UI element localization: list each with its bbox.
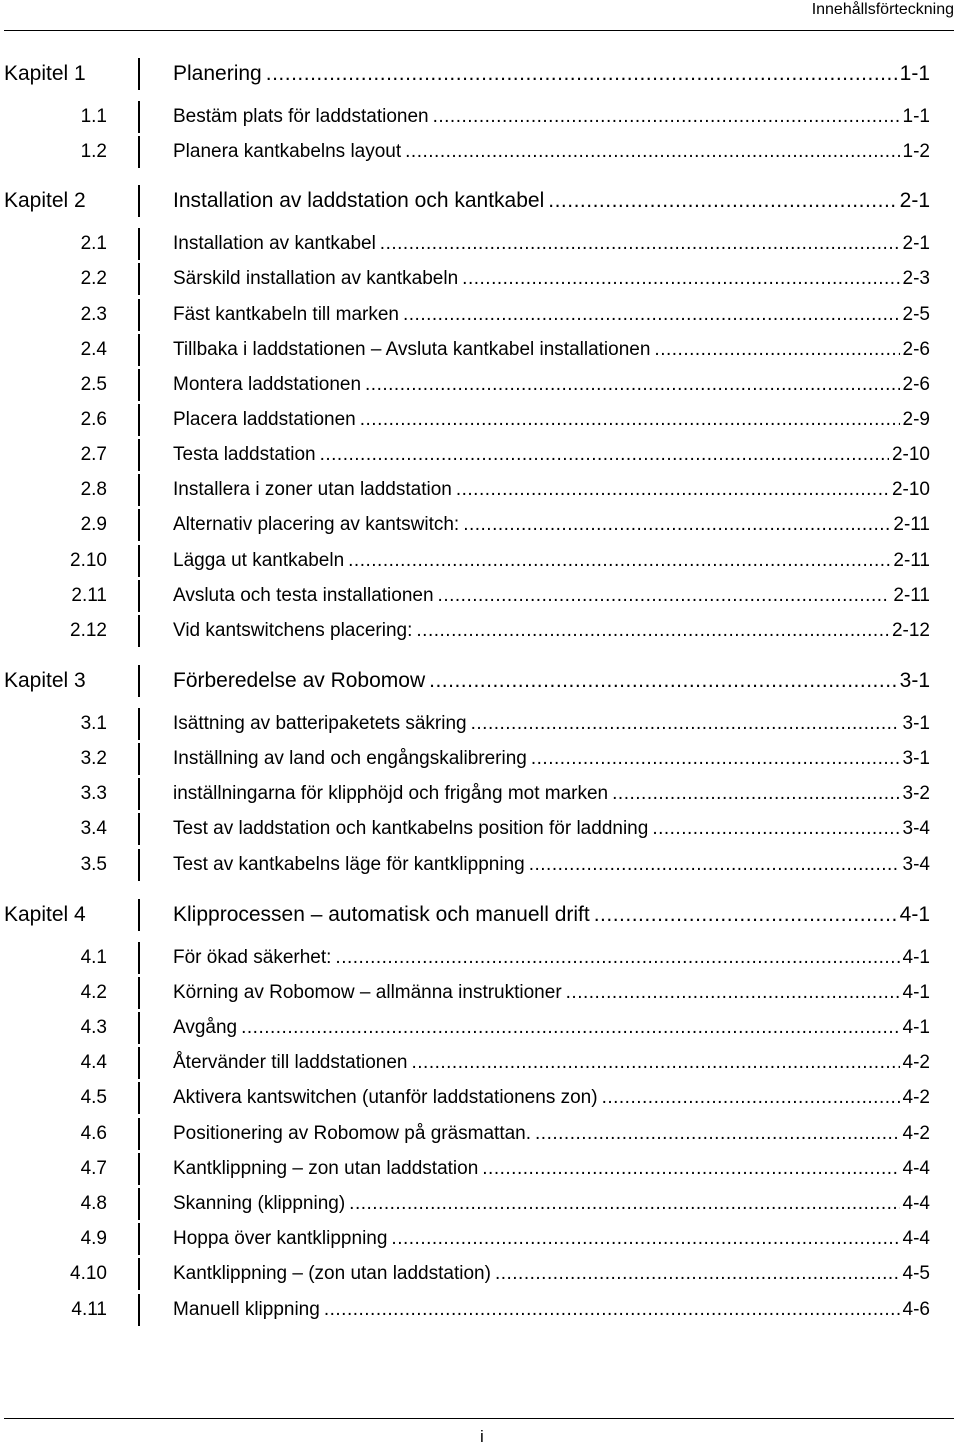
section-number: 2.1 bbox=[80, 233, 107, 254]
toc-entry[interactable] bbox=[173, 228, 930, 260]
toc-separator-bar bbox=[138, 545, 140, 577]
section-number: 2.12 bbox=[70, 620, 107, 641]
toc-page-reference: 3-2 bbox=[902, 783, 930, 804]
toc-separator-bar bbox=[138, 778, 140, 810]
section-number: 1.2 bbox=[80, 141, 107, 162]
toc-page-reference: 2-3 bbox=[902, 268, 930, 289]
toc-section-row[interactable] bbox=[0, 474, 960, 506]
toc-entry-title: Planera kantkabelns layout bbox=[173, 141, 402, 162]
dot-leader bbox=[241, 1012, 899, 1044]
dot-leader bbox=[266, 58, 897, 90]
chapter-number: Kapitel 3 bbox=[4, 669, 86, 692]
dot-leader bbox=[531, 743, 900, 775]
toc-entry-title: Installation av kantkabel bbox=[173, 233, 376, 254]
dot-leader bbox=[482, 1153, 899, 1185]
toc-section-row[interactable] bbox=[0, 509, 960, 541]
section-number: 2.4 bbox=[80, 339, 107, 360]
toc-section-row[interactable] bbox=[0, 439, 960, 471]
toc-section-row[interactable] bbox=[0, 743, 960, 775]
toc-page-reference: 4-1 bbox=[899, 903, 930, 926]
dot-leader bbox=[433, 101, 900, 133]
toc-section-row[interactable] bbox=[0, 942, 960, 974]
toc-entry[interactable] bbox=[173, 369, 930, 401]
toc-chapter-row[interactable] bbox=[0, 665, 960, 697]
dot-leader bbox=[349, 1188, 899, 1220]
toc-page-reference: 3-4 bbox=[902, 818, 930, 839]
toc-page-reference: 1-1 bbox=[902, 106, 930, 127]
chapter-number: Kapitel 4 bbox=[4, 903, 86, 926]
toc-separator-bar bbox=[138, 813, 140, 845]
dot-leader bbox=[411, 1047, 899, 1079]
toc-entry-title: Montera laddstationen bbox=[173, 374, 362, 395]
section-number: 1.1 bbox=[80, 106, 107, 127]
toc-page-reference: 4-1 bbox=[902, 1017, 930, 1038]
section-number: 4.7 bbox=[80, 1158, 107, 1179]
toc-section-row[interactable] bbox=[0, 778, 960, 810]
toc-page-reference: 3-4 bbox=[902, 854, 930, 875]
toc-separator-bar bbox=[138, 1118, 140, 1150]
dot-leader bbox=[654, 334, 899, 366]
toc-entry[interactable] bbox=[173, 545, 930, 577]
toc-section-row[interactable] bbox=[0, 299, 960, 331]
toc-separator-bar bbox=[138, 849, 140, 881]
toc-page-reference: 3-1 bbox=[902, 748, 930, 769]
toc-entry-title: Manuell klippning bbox=[173, 1299, 320, 1320]
toc-section-row[interactable] bbox=[0, 1012, 960, 1044]
toc-entry[interactable] bbox=[173, 136, 930, 168]
toc-entry-title: Planering bbox=[173, 62, 262, 85]
toc-entry[interactable] bbox=[173, 474, 930, 506]
dot-leader bbox=[602, 1082, 900, 1114]
toc-page-reference: 2-1 bbox=[899, 189, 930, 212]
toc-separator-bar bbox=[138, 1258, 140, 1290]
section-number: 3.3 bbox=[80, 783, 107, 804]
toc-separator-bar bbox=[138, 474, 140, 506]
toc-entry-title: Vid kantswitchens placering: bbox=[173, 620, 413, 641]
toc-entry[interactable] bbox=[173, 899, 930, 931]
dot-leader bbox=[324, 1294, 900, 1326]
toc-entry-title: Placera laddstationen bbox=[173, 409, 356, 430]
toc-entry[interactable] bbox=[173, 299, 930, 331]
section-number: 4.10 bbox=[70, 1263, 107, 1284]
toc-entry[interactable] bbox=[173, 1223, 930, 1255]
toc-page-reference: 4-4 bbox=[902, 1228, 930, 1249]
toc-entry-title: Återvänder till laddstationen bbox=[173, 1052, 408, 1073]
section-number: 4.6 bbox=[80, 1123, 107, 1144]
toc-entry-title: Fäst kantkabeln till marken bbox=[173, 304, 399, 325]
running-header-title: Innehållsförteckning bbox=[811, 1, 954, 18]
toc-page-reference: 4-1 bbox=[902, 947, 930, 968]
dot-leader bbox=[403, 299, 900, 331]
toc-section-row[interactable] bbox=[0, 615, 960, 647]
toc-separator-bar bbox=[138, 665, 140, 697]
section-number: 4.5 bbox=[80, 1087, 107, 1108]
toc-page-reference: 4-6 bbox=[902, 1299, 930, 1320]
toc-entry-title: Skanning (klippning) bbox=[173, 1193, 346, 1214]
toc-separator-bar bbox=[138, 185, 140, 217]
toc-page-reference: 2-6 bbox=[902, 374, 930, 395]
section-number: 2.5 bbox=[80, 374, 107, 395]
toc-section-row[interactable] bbox=[0, 369, 960, 401]
toc-entry[interactable] bbox=[173, 439, 930, 471]
toc-entry[interactable] bbox=[173, 813, 930, 845]
toc-entry-title: Aktivera kantswitchen (utanför laddstationens zon) bbox=[173, 1087, 598, 1108]
toc-chapter-row[interactable] bbox=[0, 899, 960, 931]
toc-separator-bar bbox=[138, 942, 140, 974]
toc-page-reference: 2-9 bbox=[902, 409, 930, 430]
toc-section-row[interactable] bbox=[0, 136, 960, 168]
toc-separator-bar bbox=[138, 334, 140, 366]
toc-separator-bar bbox=[138, 743, 140, 775]
toc-section-row[interactable] bbox=[0, 580, 960, 612]
dot-leader bbox=[535, 1118, 900, 1150]
section-number: 4.4 bbox=[80, 1052, 107, 1073]
dot-leader bbox=[405, 136, 899, 168]
toc-entry-title: Installera i zoner utan laddstation bbox=[173, 479, 452, 500]
section-number: 2.11 bbox=[71, 585, 107, 606]
toc-entry-title: Tillbaka i laddstationen – Avsluta kantkabel installationen bbox=[173, 339, 651, 360]
dot-leader bbox=[495, 1258, 900, 1290]
toc-page-reference: 2-1 bbox=[902, 233, 930, 254]
dot-leader bbox=[429, 665, 897, 697]
toc-page-reference: 3-1 bbox=[902, 713, 930, 734]
toc-separator-bar bbox=[138, 1047, 140, 1079]
toc-separator-bar bbox=[138, 439, 140, 471]
dot-leader bbox=[529, 849, 900, 881]
toc-entry[interactable] bbox=[173, 1294, 930, 1326]
toc-separator-bar bbox=[138, 615, 140, 647]
section-number: 3.4 bbox=[80, 818, 107, 839]
toc-separator-bar bbox=[138, 1153, 140, 1185]
toc-section-row[interactable] bbox=[0, 849, 960, 881]
toc-entry-title: Hoppa över kantklippning bbox=[173, 1228, 388, 1249]
toc-separator-bar bbox=[138, 58, 140, 90]
dot-leader bbox=[471, 708, 900, 740]
toc-entry[interactable] bbox=[173, 778, 930, 810]
toc-section-row[interactable] bbox=[0, 404, 960, 436]
section-number: 2.8 bbox=[80, 479, 107, 500]
toc-entry[interactable] bbox=[173, 1188, 930, 1220]
toc-separator-bar bbox=[138, 977, 140, 1009]
toc-entry[interactable] bbox=[173, 580, 930, 612]
toc-entry-title: Inställning av land och engångskalibrering bbox=[173, 748, 527, 769]
toc-entry-title: Test av laddstation och kantkabelns position för laddning bbox=[173, 818, 649, 839]
toc-entry-title: Alternativ placering av kantswitch: bbox=[173, 514, 460, 535]
toc-entry-title: Förberedelse av Robomow bbox=[173, 669, 426, 692]
section-number: 4.2 bbox=[80, 982, 107, 1003]
section-number: 2.9 bbox=[80, 514, 107, 535]
toc-page-reference: 4-4 bbox=[902, 1193, 930, 1214]
toc-page-reference: 2-10 bbox=[891, 479, 930, 500]
toc-entry[interactable] bbox=[173, 977, 930, 1009]
section-number: 2.6 bbox=[80, 409, 107, 430]
toc-entry[interactable] bbox=[173, 1082, 930, 1114]
toc-separator-bar bbox=[138, 299, 140, 331]
toc-entry[interactable] bbox=[173, 708, 930, 740]
toc-page-reference: 2-5 bbox=[902, 304, 930, 325]
toc-section-row[interactable] bbox=[0, 263, 960, 295]
toc-page-reference: 2-11 bbox=[893, 550, 930, 571]
toc-page-reference: 4-2 bbox=[902, 1087, 930, 1108]
toc-entry[interactable] bbox=[173, 743, 930, 775]
toc-separator-bar bbox=[138, 228, 140, 260]
toc-page-reference: 1-1 bbox=[899, 62, 930, 85]
toc-entry-title: Installation av laddstation och kantkabel bbox=[173, 189, 545, 212]
footer-divider bbox=[4, 1418, 954, 1419]
toc-page-reference: 1-2 bbox=[902, 141, 930, 162]
toc-chapter-row[interactable] bbox=[0, 58, 960, 90]
section-number: 2.10 bbox=[70, 550, 107, 571]
toc-page-reference: 2-11 bbox=[893, 514, 930, 535]
toc-chapter-row[interactable] bbox=[0, 185, 960, 217]
toc-separator-bar bbox=[138, 1188, 140, 1220]
chapter-number: Kapitel 1 bbox=[4, 62, 86, 85]
toc-entry[interactable] bbox=[173, 404, 930, 436]
toc-separator-bar bbox=[138, 899, 140, 931]
toc-entry-title: Avgång bbox=[173, 1017, 238, 1038]
toc-section-row[interactable] bbox=[0, 545, 960, 577]
toc-section-row[interactable] bbox=[0, 228, 960, 260]
toc-separator-bar bbox=[138, 509, 140, 541]
toc-separator-bar bbox=[138, 263, 140, 295]
toc-section-row[interactable] bbox=[0, 1258, 960, 1290]
dot-leader bbox=[335, 942, 899, 974]
toc-entry[interactable] bbox=[173, 1258, 930, 1290]
dot-leader bbox=[456, 474, 889, 506]
section-number: 3.1 bbox=[80, 713, 107, 734]
toc-page-reference: 4-5 bbox=[902, 1263, 930, 1284]
toc-entry[interactable] bbox=[173, 849, 930, 881]
toc-entry[interactable] bbox=[173, 1118, 930, 1150]
toc-entry[interactable] bbox=[173, 615, 930, 647]
toc-page-reference: 4-1 bbox=[902, 982, 930, 1003]
section-number: 2.3 bbox=[80, 304, 107, 325]
dot-leader bbox=[348, 545, 890, 577]
dot-leader bbox=[462, 263, 899, 295]
toc-entry-title: Särskild installation av kantkabeln bbox=[173, 268, 459, 289]
toc-separator-bar bbox=[138, 101, 140, 133]
toc-separator-bar bbox=[138, 404, 140, 436]
toc-entry-title: Avsluta och testa installationen bbox=[173, 585, 434, 606]
toc-separator-bar bbox=[138, 136, 140, 168]
toc-entry[interactable] bbox=[173, 58, 930, 90]
dot-leader bbox=[463, 509, 890, 541]
toc-section-row[interactable] bbox=[0, 813, 960, 845]
dot-leader bbox=[320, 439, 889, 471]
section-number: 4.8 bbox=[80, 1193, 107, 1214]
toc-separator-bar bbox=[138, 1294, 140, 1326]
toc-section-row[interactable] bbox=[0, 334, 960, 366]
toc-section-row[interactable] bbox=[0, 1153, 960, 1185]
toc-entry-title: Positionering av Robomow på gräsmattan. bbox=[173, 1123, 532, 1144]
dot-leader bbox=[365, 369, 900, 401]
toc-section-row[interactable] bbox=[0, 1118, 960, 1150]
toc-section-row[interactable] bbox=[0, 1294, 960, 1326]
toc-entry-title: Kantklippning – (zon utan laddstation) bbox=[173, 1263, 491, 1284]
toc-page-reference: 4-2 bbox=[902, 1123, 930, 1144]
section-number: 2.7 bbox=[80, 444, 107, 465]
toc-section-row[interactable] bbox=[0, 1082, 960, 1114]
toc-entry[interactable] bbox=[173, 1153, 930, 1185]
dot-leader bbox=[391, 1223, 899, 1255]
toc-entry[interactable] bbox=[173, 1012, 930, 1044]
toc-entry-title: Isättning av batteripaketets säkring bbox=[173, 713, 467, 734]
toc-section-row[interactable] bbox=[0, 1223, 960, 1255]
toc-separator-bar bbox=[138, 1223, 140, 1255]
section-number: 3.2 bbox=[80, 748, 107, 769]
dot-leader bbox=[652, 813, 899, 845]
toc-entry-title: Kantklippning – zon utan laddstation bbox=[173, 1158, 479, 1179]
page-number: i bbox=[480, 1427, 484, 1446]
dot-leader bbox=[548, 185, 896, 217]
toc-entry-title: Test av kantkabelns läge för kantklippning bbox=[173, 854, 525, 875]
section-number: 4.3 bbox=[80, 1017, 107, 1038]
section-number: 4.9 bbox=[80, 1228, 107, 1249]
dot-leader bbox=[360, 404, 900, 436]
toc-entry[interactable] bbox=[173, 185, 930, 217]
section-number: 4.1 bbox=[80, 947, 107, 968]
toc-entry[interactable] bbox=[173, 1047, 930, 1079]
toc-separator-bar bbox=[138, 708, 140, 740]
toc-separator-bar bbox=[138, 1082, 140, 1114]
toc-section-row[interactable] bbox=[0, 708, 960, 740]
toc-entry[interactable] bbox=[173, 101, 930, 133]
toc-page-reference: 2-10 bbox=[891, 444, 930, 465]
chapter-number: Kapitel 2 bbox=[4, 189, 86, 212]
dot-leader bbox=[438, 580, 891, 612]
dot-leader bbox=[566, 977, 900, 1009]
toc-entry[interactable] bbox=[173, 942, 930, 974]
toc-separator-bar bbox=[138, 1012, 140, 1044]
toc-entry-title: Bestäm plats för laddstationen bbox=[173, 106, 429, 127]
toc-page-reference: 2-6 bbox=[902, 339, 930, 360]
toc-page-reference: 4-2 bbox=[902, 1052, 930, 1073]
toc-entry[interactable] bbox=[173, 334, 930, 366]
toc-section-row[interactable] bbox=[0, 977, 960, 1009]
toc-entry-title: Testa laddstation bbox=[173, 444, 316, 465]
toc-separator-bar bbox=[138, 580, 140, 612]
toc-entry[interactable] bbox=[173, 263, 930, 295]
dot-leader bbox=[380, 228, 900, 260]
toc-page-reference: 2-11 bbox=[893, 585, 930, 606]
toc-section-row[interactable] bbox=[0, 1188, 960, 1220]
toc-section-row[interactable] bbox=[0, 101, 960, 133]
header-divider bbox=[4, 30, 954, 31]
toc-entry-title: inställningarna för klipphöjd och frigång mot marken bbox=[173, 783, 609, 804]
toc-separator-bar bbox=[138, 369, 140, 401]
toc-entry-title: Körning av Robomow – allmänna instruktioner bbox=[173, 982, 562, 1003]
section-number: 4.11 bbox=[71, 1299, 107, 1320]
toc-entry-title: För ökad säkerhet: bbox=[173, 947, 332, 968]
section-number: 3.5 bbox=[80, 854, 107, 875]
toc-section-row[interactable] bbox=[0, 1047, 960, 1079]
toc-entry[interactable] bbox=[173, 665, 930, 697]
section-number: 2.2 bbox=[80, 268, 107, 289]
dot-leader bbox=[594, 899, 897, 931]
toc-page-reference: 4-4 bbox=[902, 1158, 930, 1179]
dot-leader bbox=[416, 615, 889, 647]
dot-leader bbox=[612, 778, 899, 810]
toc-page-reference: 3-1 bbox=[899, 669, 930, 692]
toc-entry-title: Klipprocessen – automatisk och manuell drift bbox=[173, 903, 590, 926]
toc-page-reference: 2-12 bbox=[891, 620, 930, 641]
toc-entry-title: Lägga ut kantkabeln bbox=[173, 550, 345, 571]
toc-entry[interactable] bbox=[173, 509, 930, 541]
